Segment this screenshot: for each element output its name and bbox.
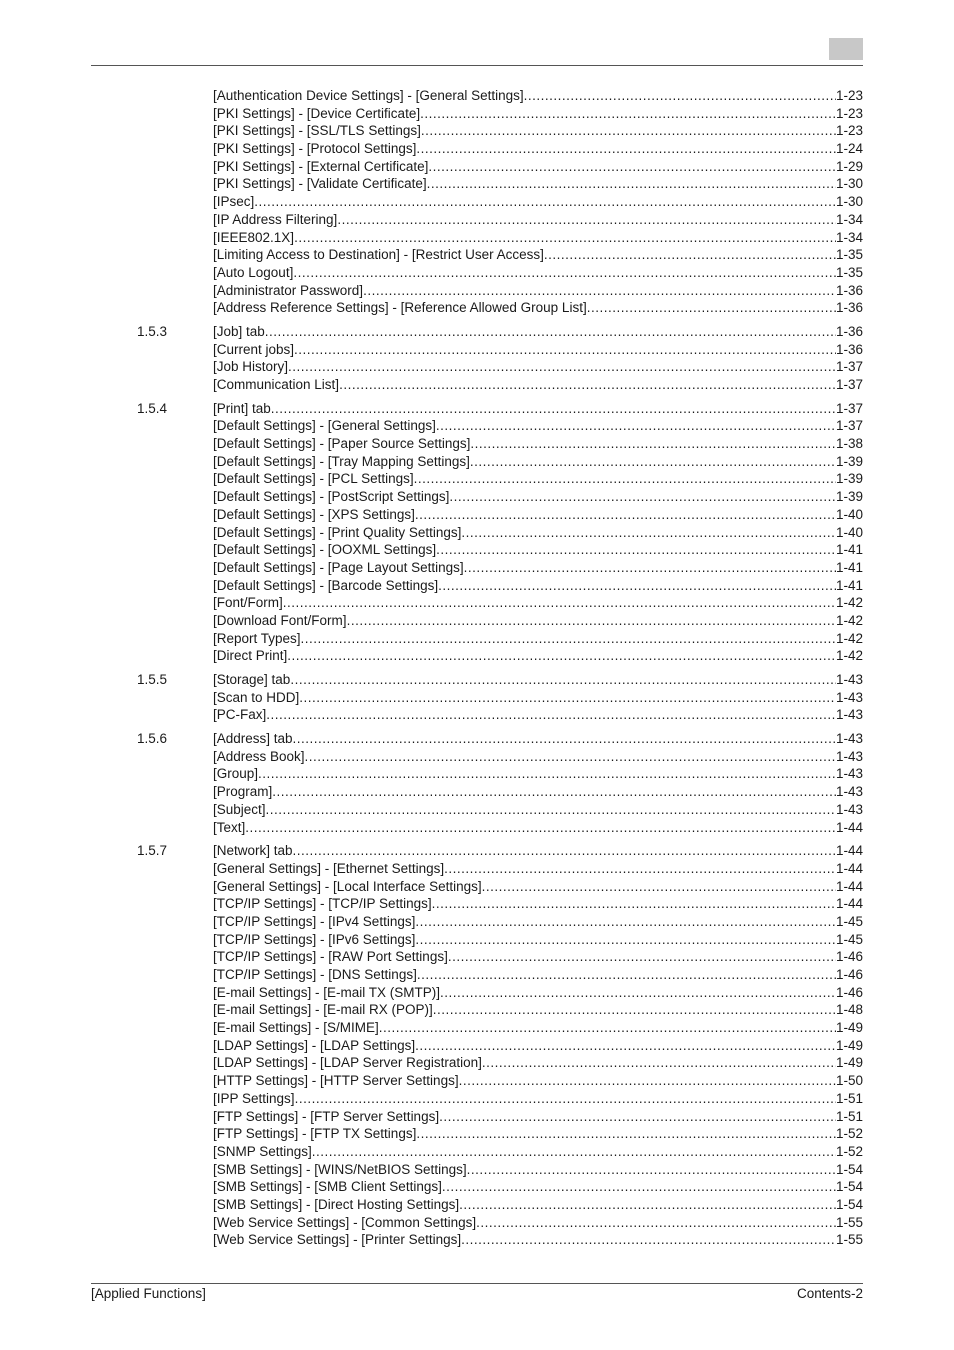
toc-entry-page: 1-46: [835, 984, 863, 1000]
toc-entry-title: [E-mail Settings] - [S/MIME]: [213, 1020, 379, 1036]
toc-entry[interactable]: [213, 765, 863, 783]
toc-entry-page: 1-42: [835, 648, 863, 664]
toc-entry-title: [Default Settings] - [Barcode Settings]: [213, 577, 439, 593]
toc-entry-title: [PKI Settings] - [Validate Certificate]: [213, 176, 427, 192]
toc-entry-title: [Job] tab: [213, 323, 265, 339]
dot-leader: [363, 282, 836, 300]
dot-leader: [459, 1196, 836, 1214]
toc-entry[interactable]: [213, 842, 863, 860]
dot-leader: [449, 488, 836, 506]
toc-entry-title: [Web Service Settings] - [Printer Settings]: [213, 1232, 462, 1248]
toc-section: [0, 400, 954, 665]
toc-entry-title: [TCP/IP Settings] - [RAW Port Settings]: [213, 949, 448, 965]
toc-entry[interactable]: [213, 1001, 863, 1019]
dot-leader: [272, 783, 836, 801]
dot-leader: [294, 229, 836, 247]
toc-entry-page: 1-42: [835, 595, 863, 611]
toc-entry-page: 1-43: [835, 707, 863, 723]
toc-entry-title: [Address Reference Settings] - [Reference Allowed Group List]: [213, 300, 587, 316]
dot-leader: [283, 594, 836, 612]
section-number: 1.5.7: [137, 843, 168, 859]
toc-entry[interactable]: [213, 559, 863, 577]
toc-entry-title: [SMB Settings] - [Direct Hosting Settings]: [213, 1196, 460, 1212]
toc-entry-page: 1-24: [835, 141, 863, 157]
dot-leader: [293, 730, 836, 748]
toc-entry-title: [Default Settings] - [XPS Settings]: [213, 506, 415, 522]
toc-entry-page: 1-39: [835, 471, 863, 487]
dot-leader: [544, 246, 836, 264]
toc-entry-page: 1-55: [835, 1214, 863, 1230]
dot-leader: [290, 671, 836, 689]
toc-entry[interactable]: [213, 1161, 863, 1179]
toc-entry-title: [Group]: [213, 766, 259, 782]
dot-leader: [288, 358, 836, 376]
dot-leader: [461, 524, 836, 542]
toc-entry-title: [TCP/IP Settings] - [DNS Settings]: [213, 967, 417, 982]
toc-entry[interactable]: [213, 506, 863, 524]
toc-entry-title: [Network] tab: [213, 843, 293, 859]
dot-leader: [587, 299, 836, 317]
toc-entry-page: 1-38: [835, 436, 863, 452]
toc-entry[interactable]: [213, 860, 863, 878]
toc-entry[interactable]: [213, 524, 863, 542]
dot-leader: [301, 630, 836, 648]
toc-entry-page: 1-46: [835, 967, 863, 982]
dot-leader: [432, 895, 836, 913]
toc-entry[interactable]: [213, 87, 863, 105]
toc-entry-title: [LDAP Settings] - [LDAP Server Registration]: [213, 1055, 482, 1071]
toc-entry-title: [TCP/IP Settings] - [TCP/IP Settings]: [213, 896, 432, 912]
toc-entry-page: 1-43: [835, 801, 863, 817]
toc-entry[interactable]: [213, 706, 863, 724]
dot-leader: [415, 1037, 836, 1055]
toc-entry-title: [Print] tab: [213, 400, 271, 416]
toc-entry-page: 1-54: [835, 1196, 863, 1212]
table-of-contents: [0, 87, 954, 1255]
toc-entry[interactable]: [213, 229, 863, 247]
toc-entry-page: 1-37: [835, 377, 863, 392]
toc-entry-title: [Program]: [213, 784, 273, 800]
toc-entry-title: [TCP/IP Settings] - [IPv4 Settings]: [213, 913, 416, 929]
toc-entry-page: 1-46: [835, 949, 863, 965]
toc-entry-page: 1-50: [835, 1073, 863, 1089]
toc-entry-page: 1-43: [835, 748, 863, 764]
dot-leader: [464, 559, 836, 577]
toc-entry[interactable]: [213, 984, 863, 1002]
toc-entry[interactable]: [213, 453, 863, 471]
dot-leader: [436, 541, 836, 559]
dot-leader: [482, 1054, 836, 1072]
toc-entry-page: 1-45: [835, 931, 863, 947]
toc-entry-page: 1-48: [835, 1002, 863, 1018]
toc-entry-page: 1-35: [835, 264, 863, 280]
toc-entry-title: [PC-Fax]: [213, 707, 267, 723]
toc-entry[interactable]: [213, 878, 863, 896]
footer-manual-title: [Applied Functions]: [91, 1286, 206, 1301]
dot-leader: [470, 453, 836, 471]
dot-leader: [442, 1178, 836, 1196]
toc-entry[interactable]: [213, 323, 863, 341]
toc-entry[interactable]: [213, 1125, 863, 1143]
toc-entry[interactable]: [213, 913, 863, 931]
toc-entry[interactable]: [213, 671, 863, 689]
toc-entry-page: 1-49: [835, 1020, 863, 1036]
dot-leader: [414, 470, 836, 488]
toc-entry-page: 1-44: [835, 860, 863, 876]
toc-entry[interactable]: [213, 819, 863, 837]
toc-entry-title: [General Settings] - [Ethernet Settings]: [213, 860, 445, 876]
toc-entry[interactable]: [213, 1214, 863, 1232]
dot-leader: [266, 706, 836, 724]
toc-entry[interactable]: [213, 1054, 863, 1072]
dot-leader: [271, 400, 836, 418]
toc-entry-page: 1-44: [835, 878, 863, 894]
toc-entry[interactable]: [213, 630, 863, 648]
dot-leader: [347, 612, 836, 630]
toc-entry-title: [IPsec]: [213, 194, 255, 210]
toc-entry[interactable]: [213, 140, 863, 158]
dot-leader: [444, 860, 836, 878]
dot-leader: [417, 966, 836, 984]
toc-section: [0, 842, 954, 1249]
toc-entry-title: [Communication List]: [213, 377, 340, 392]
toc-entry-page: 1-44: [835, 843, 863, 859]
toc-entry[interactable]: [213, 1090, 863, 1108]
toc-entry-page: 1-43: [835, 689, 863, 705]
toc-entry-page: 1-54: [835, 1161, 863, 1177]
toc-entry-page: 1-44: [835, 819, 863, 835]
dot-leader: [439, 1108, 836, 1126]
toc-entry-title: [Scan to HDD]: [213, 689, 300, 705]
toc-entry-page: 1-41: [835, 559, 863, 575]
toc-entry-title: [SMB Settings] - [WINS/NetBIOS Settings]: [213, 1161, 467, 1177]
toc-entry-page: 1-36: [835, 300, 863, 316]
toc-entry-title: [Default Settings] - [Page Layout Settings]: [213, 559, 464, 575]
dot-leader: [265, 323, 836, 341]
toc-entry-page: 1-43: [835, 766, 863, 782]
toc-entry-title: [Text]: [213, 819, 246, 835]
footer-rule: [91, 1283, 863, 1284]
dot-leader: [295, 1090, 836, 1108]
dot-leader: [415, 913, 836, 931]
dot-leader: [440, 984, 836, 1002]
dot-leader: [436, 417, 836, 435]
toc-entry-title: [Download Font/Form]: [213, 612, 347, 628]
toc-entry-page: 1-37: [835, 418, 863, 434]
toc-entry-page: 1-52: [835, 1143, 863, 1159]
toc-entry-title: [IP Address Filtering]: [213, 211, 338, 227]
dot-leader: [438, 577, 836, 595]
dot-leader: [421, 122, 836, 140]
toc-entry-page: 1-30: [835, 194, 863, 210]
toc-entry[interactable]: [213, 1178, 863, 1196]
toc-entry-title: [SNMP Settings]: [213, 1143, 312, 1159]
toc-entry-page: 1-43: [835, 784, 863, 800]
toc-entry-title: [Subject]: [213, 801, 266, 817]
toc-entry[interactable]: [213, 966, 863, 984]
toc-entry-page: 1-29: [835, 158, 863, 174]
toc-entry-title: [Storage] tab: [213, 672, 291, 687]
toc-entry[interactable]: [213, 299, 863, 317]
toc-section: [0, 671, 954, 724]
toc-entry-title: [Default Settings] - [Tray Mapping Settings]: [213, 453, 470, 469]
toc-entry-page: 1-51: [835, 1090, 863, 1106]
dot-leader: [293, 842, 836, 860]
toc-entry[interactable]: [213, 748, 863, 766]
toc-entry-title: [Limiting Access to Destination] - [Restrict User Access]: [213, 247, 544, 263]
toc-entry-title: [General Settings] - [Local Interface Settings]: [213, 878, 482, 894]
toc-entry-title: [PKI Settings] - [Device Certificate]: [213, 105, 421, 121]
dot-leader: [258, 765, 836, 783]
toc-entry[interactable]: [213, 1037, 863, 1055]
dot-leader: [245, 819, 836, 837]
toc-entry-page: 1-35: [835, 247, 863, 263]
toc-entry-page: 1-55: [835, 1232, 863, 1248]
toc-entry[interactable]: [213, 341, 863, 359]
toc-entry-page: 1-52: [835, 1126, 863, 1142]
toc-entry-title: [SMB Settings] - [SMB Client Settings]: [213, 1179, 442, 1195]
toc-section: [0, 323, 954, 394]
toc-entry-title: [Font/Form]: [213, 595, 283, 611]
toc-entry-page: 1-49: [835, 1037, 863, 1053]
footer-page-number: Contents-2: [796, 1286, 863, 1301]
dot-leader: [461, 1231, 836, 1249]
dot-leader: [312, 1143, 836, 1161]
dot-leader: [476, 1214, 836, 1232]
toc-entry[interactable]: [213, 895, 863, 913]
toc-entry-page: 1-36: [835, 341, 863, 357]
dot-leader: [470, 435, 836, 453]
toc-entry-page: 1-41: [835, 577, 863, 593]
dot-leader: [415, 931, 836, 949]
toc-entry-page: 1-34: [835, 211, 863, 227]
toc-entry-page: 1-44: [835, 896, 863, 912]
toc-entry-title: [Default Settings] - [Print Quality Settings]: [213, 524, 462, 540]
toc-section: [0, 730, 954, 836]
toc-entry[interactable]: [213, 488, 863, 506]
section-number: 1.5.4: [137, 400, 168, 416]
toc-entry[interactable]: [213, 1019, 863, 1037]
dot-leader: [294, 341, 836, 359]
toc-entry-page: 1-23: [835, 88, 863, 103]
toc-entry-title: [PKI Settings] - [SSL/TLS Settings]: [213, 123, 421, 139]
toc-entry-page: 1-54: [835, 1179, 863, 1195]
toc-entry[interactable]: [213, 122, 863, 140]
section-number: 1.5.6: [137, 731, 168, 747]
toc-entry-title: [Administrator Password]: [213, 282, 364, 298]
dot-leader: [459, 1072, 836, 1090]
toc-entry[interactable]: [213, 417, 863, 435]
toc-entry[interactable]: [213, 541, 863, 559]
toc-entry-title: [HTTP Settings] - [HTTP Server Settings]: [213, 1073, 459, 1089]
dot-leader: [293, 264, 836, 282]
toc-entry-page: 1-23: [835, 105, 863, 121]
toc-entry-title: [PKI Settings] - [Protocol Settings]: [213, 141, 417, 157]
toc-entry-title: [FTP Settings] - [FTP Server Settings]: [213, 1108, 440, 1124]
dot-leader: [287, 647, 836, 665]
toc-entry[interactable]: [213, 594, 863, 612]
toc-entry-title: [Authentication Device Settings] - [General Settings]: [213, 88, 524, 103]
toc-entry[interactable]: [213, 612, 863, 630]
toc-entry-page: 1-37: [835, 400, 863, 416]
toc-entry[interactable]: [213, 801, 863, 819]
dot-leader: [254, 193, 836, 211]
toc-entry-page: 1-43: [835, 731, 863, 747]
toc-entry-title: [Address Book]: [213, 748, 305, 764]
toc-entry-title: [FTP Settings] - [FTP TX Settings]: [213, 1126, 417, 1142]
toc-entry-page: 1-42: [835, 612, 863, 628]
toc-entry[interactable]: [213, 1196, 863, 1214]
toc-entry-page: 1-40: [835, 524, 863, 540]
toc-entry-title: [Direct Print]: [213, 648, 288, 664]
toc-entry-title: [Web Service Settings] - [Common Settings]: [213, 1214, 477, 1230]
dot-leader: [467, 1161, 836, 1179]
toc-entry-page: 1-40: [835, 506, 863, 522]
toc-entry[interactable]: [213, 264, 863, 282]
dot-leader: [428, 158, 836, 176]
toc-entry[interactable]: [213, 689, 863, 707]
toc-entry-title: [Default Settings] - [General Settings]: [213, 418, 436, 434]
toc-entry[interactable]: [213, 1143, 863, 1161]
toc-entry[interactable]: [213, 1072, 863, 1090]
dot-leader: [299, 689, 836, 707]
toc-entry-page: 1-37: [835, 359, 863, 375]
dot-leader: [524, 87, 836, 105]
toc-entry[interactable]: [213, 931, 863, 949]
toc-entry-title: [Default Settings] - [PCL Settings]: [213, 471, 414, 487]
toc-entry[interactable]: [213, 435, 863, 453]
toc-entry[interactable]: [213, 1231, 863, 1249]
dot-leader: [416, 140, 836, 158]
dot-leader: [416, 1125, 836, 1143]
dot-leader: [305, 748, 836, 766]
toc-entry-title: [LDAP Settings] - [LDAP Settings]: [213, 1037, 416, 1053]
dot-leader: [420, 105, 836, 123]
toc-entry-page: 1-45: [835, 913, 863, 929]
toc-section: [0, 87, 954, 317]
toc-entry-page: 1-42: [835, 630, 863, 646]
toc-entry[interactable]: [213, 211, 863, 229]
section-number: 1.5.5: [137, 672, 168, 687]
toc-entry[interactable]: [213, 1108, 863, 1126]
dot-leader: [427, 175, 836, 193]
toc-entry-page: 1-39: [835, 453, 863, 469]
toc-entry[interactable]: [213, 470, 863, 488]
toc-entry[interactable]: [213, 400, 863, 418]
toc-entry-title: [Report Types]: [213, 630, 301, 646]
dot-leader: [266, 801, 836, 819]
toc-entry-title: [TCP/IP Settings] - [IPv6 Settings]: [213, 931, 416, 947]
toc-entry-page: 1-43: [835, 672, 863, 687]
header-rule: [91, 65, 863, 66]
dot-leader: [448, 948, 836, 966]
toc-entry[interactable]: [213, 376, 863, 394]
toc-entry[interactable]: [213, 246, 863, 264]
toc-entry-page: 1-36: [835, 323, 863, 339]
chapter-tab-marker: [829, 38, 863, 60]
toc-entry-page: 1-30: [835, 176, 863, 192]
toc-entry-title: [Auto Logout]: [213, 264, 294, 280]
toc-entry-title: [Default Settings] - [PostScript Settings]: [213, 489, 450, 505]
toc-entry[interactable]: [213, 193, 863, 211]
toc-entry-page: 1-51: [835, 1108, 863, 1124]
dot-leader: [337, 211, 836, 229]
toc-entry-title: [Current jobs]: [213, 341, 295, 357]
toc-entry-title: [Job History]: [213, 359, 289, 375]
dot-leader: [339, 376, 836, 394]
toc-entry-title: [Default Settings] - [OOXML Settings]: [213, 542, 437, 558]
toc-entry-page: 1-39: [835, 489, 863, 505]
toc-entry-page: 1-23: [835, 123, 863, 139]
toc-entry[interactable]: [213, 647, 863, 665]
toc-entry-title: [PKI Settings] - [External Certificate]: [213, 158, 429, 174]
toc-entry-title: [IPP Settings]: [213, 1090, 295, 1106]
toc-entry-title: [IEEE802.1X]: [213, 229, 295, 245]
toc-entry-page: 1-49: [835, 1055, 863, 1071]
toc-entry[interactable]: [213, 730, 863, 748]
toc-entry-page: 1-34: [835, 229, 863, 245]
toc-entry[interactable]: [213, 282, 863, 300]
toc-entry[interactable]: [213, 948, 863, 966]
toc-entry-title: [E-mail Settings] - [E-mail TX (SMTP)]: [213, 984, 441, 1000]
dot-leader: [482, 878, 836, 896]
toc-entry[interactable]: [213, 783, 863, 801]
toc-entry-title: [Default Settings] - [Paper Source Settings]: [213, 436, 471, 452]
toc-entry[interactable]: [213, 577, 863, 595]
toc-entry[interactable]: [213, 358, 863, 376]
dot-leader: [433, 1001, 836, 1019]
toc-entry[interactable]: [213, 105, 863, 123]
toc-entry[interactable]: [213, 158, 863, 176]
toc-entry-title: [Address] tab: [213, 731, 293, 747]
toc-entry[interactable]: [213, 175, 863, 193]
toc-entry-page: 1-36: [835, 282, 863, 298]
section-number: 1.5.3: [137, 323, 168, 339]
dot-leader: [415, 506, 836, 524]
dot-leader: [379, 1019, 836, 1037]
toc-entry-title: [E-mail Settings] - [E-mail RX (POP)]: [213, 1002, 433, 1018]
toc-entry-page: 1-41: [835, 542, 863, 558]
